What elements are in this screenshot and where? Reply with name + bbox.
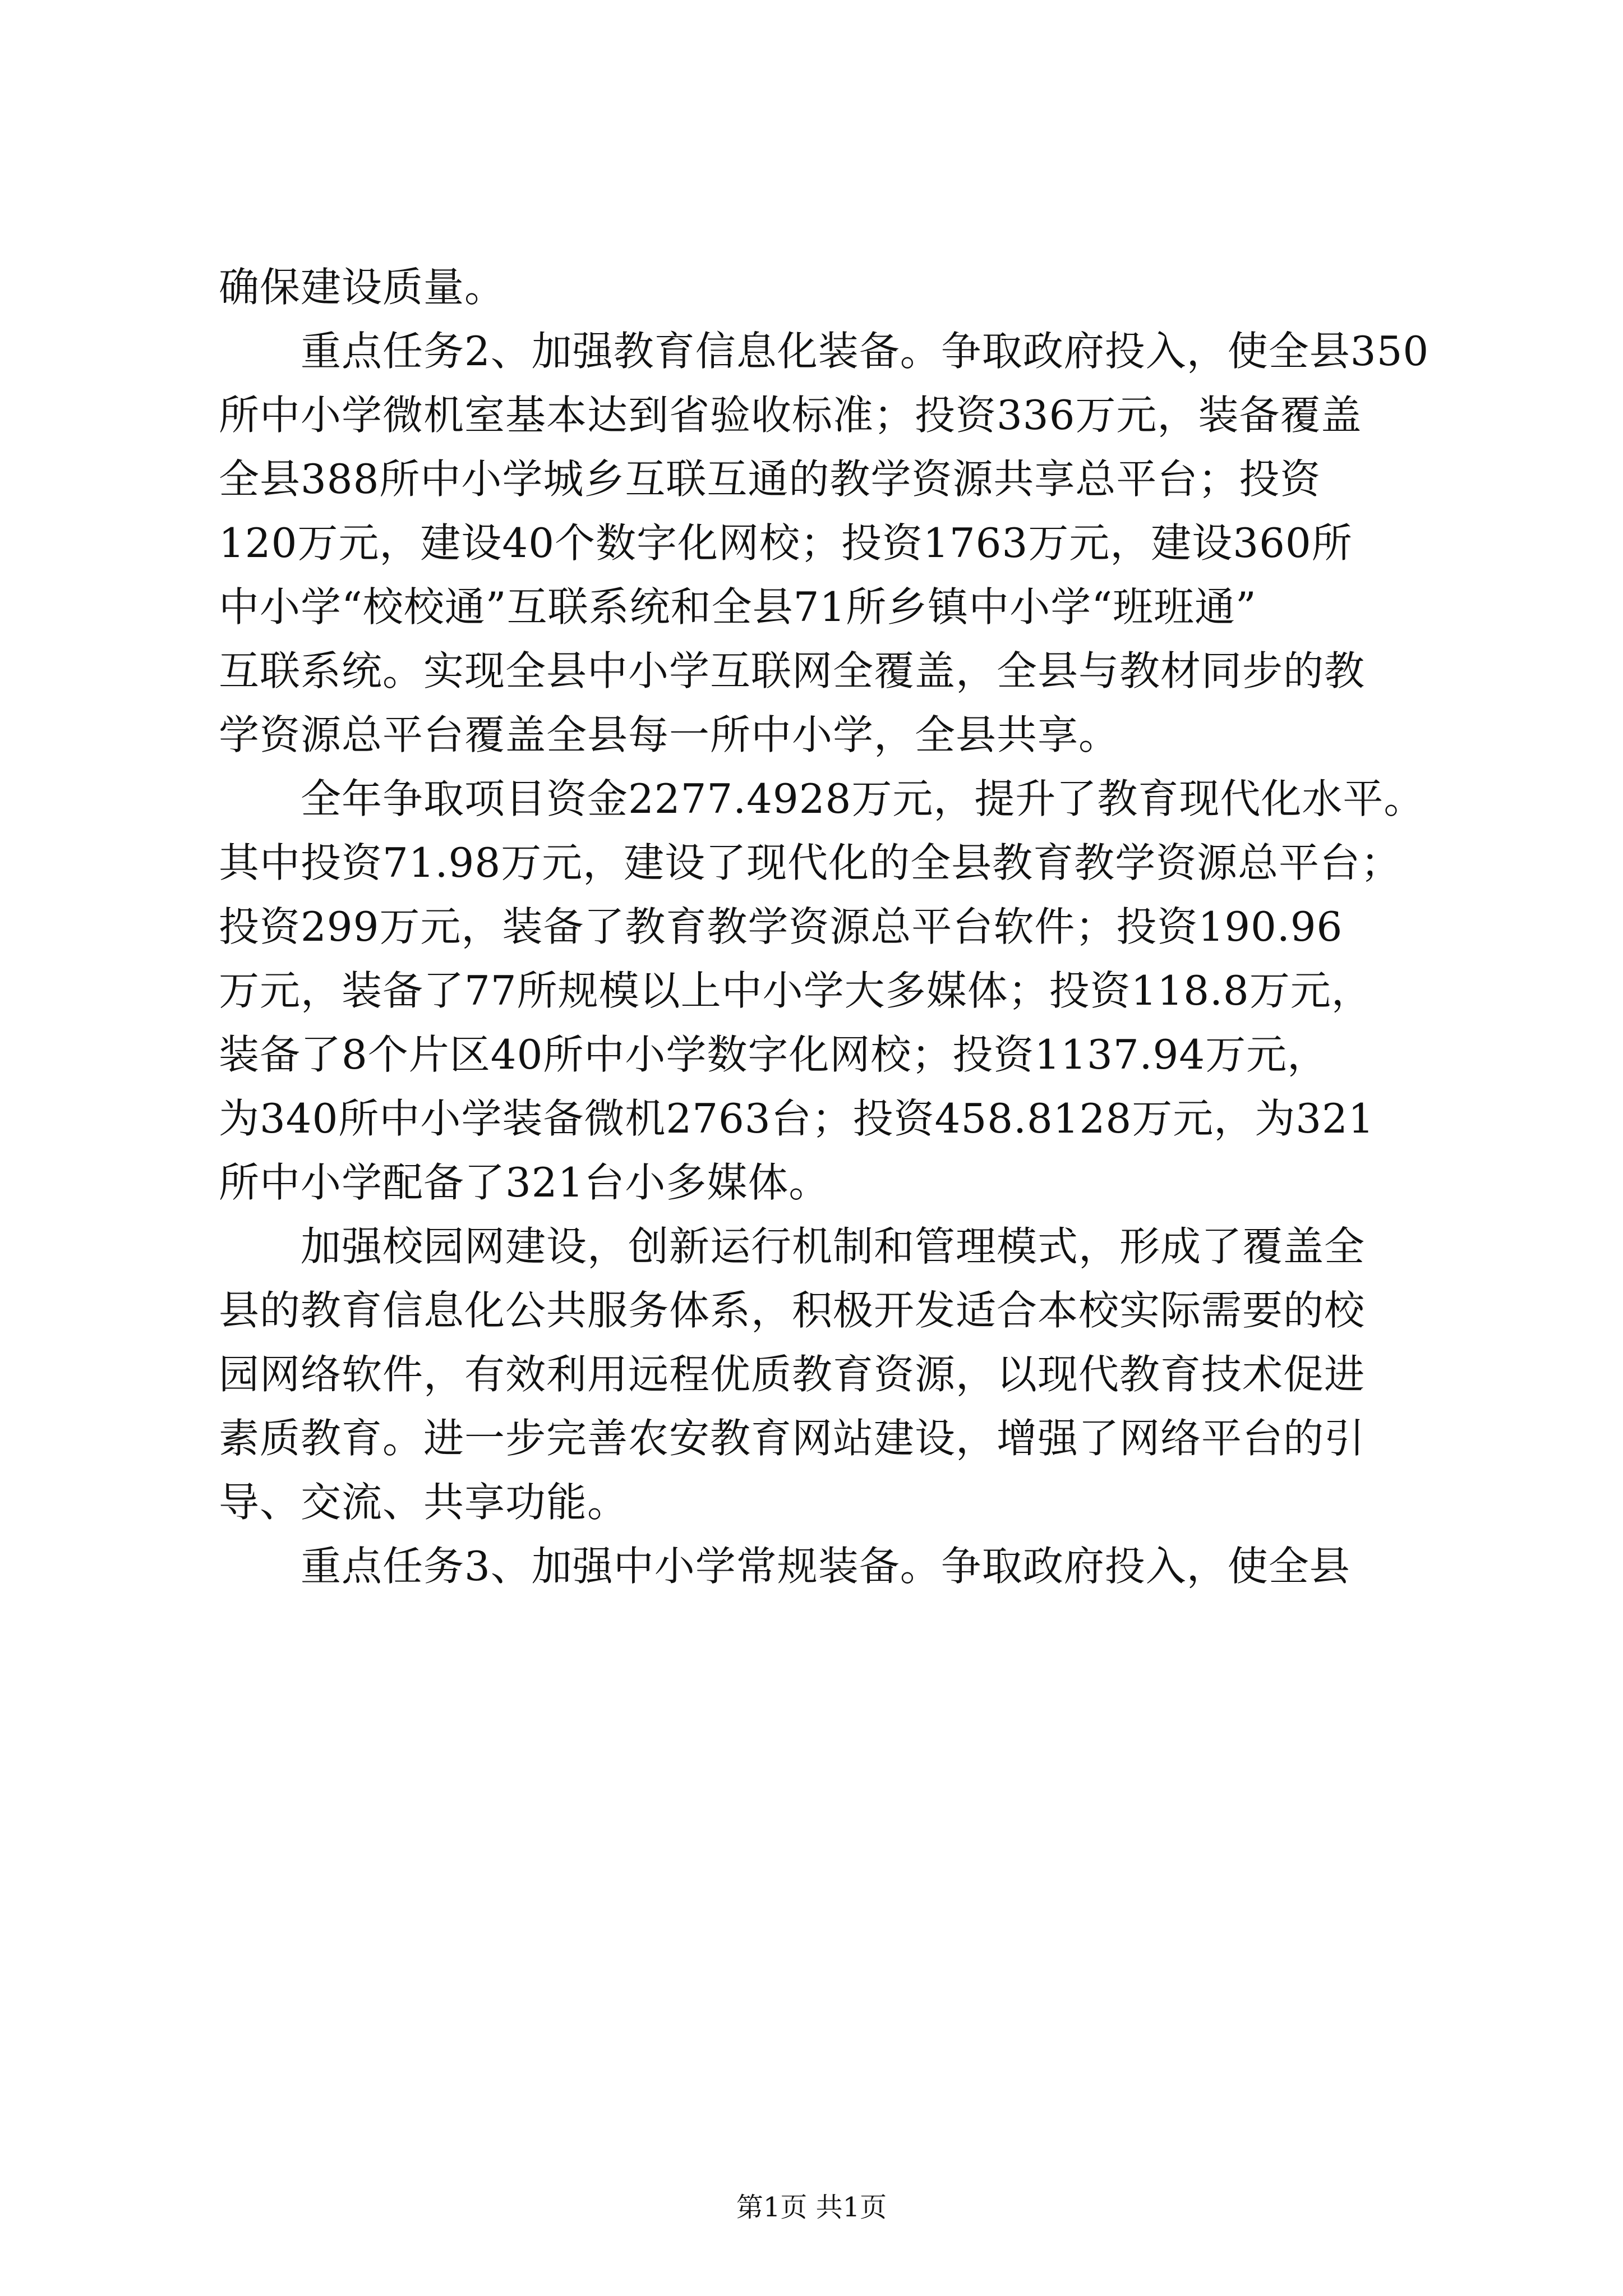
- text-line: 中小学“校校通”互联系统和全县71所乡镇中小学“班班通”: [219, 583, 1257, 631]
- text-line: 学资源总平台覆盖全县每一所中小学，全县共享。: [219, 711, 1120, 758]
- text-line: 所中小学配备了321台小多媒体。: [219, 1159, 830, 1206]
- text-line: 县的教育信息化公共服务体系，积极开发适合本校实际需要的校: [219, 1287, 1366, 1334]
- text-line: 其中投资71.98万元，建设了现代化的全县教育教学资源总平台；: [219, 839, 1402, 886]
- text-line: 确保建设质量。: [219, 264, 506, 311]
- text-line: 全县388所中小学城乡互联互通的教学资源共享总平台；投资: [219, 455, 1321, 503]
- text-line: 互联系统。实现全县中小学互联网全覆盖，全县与教材同步的教: [219, 647, 1366, 694]
- page-number-label: 第1页 共1页: [736, 2192, 887, 2223]
- text-line: 重点任务2、加强教育信息化装备。争取政府投入，使全县350: [219, 328, 1430, 375]
- text-line: 素质教育。进一步完善农安教育网站建设，增强了网络平台的引: [219, 1415, 1366, 1462]
- text-line: 所中小学微机室基本达到省验收标准；投资336万元，装备覆盖: [219, 392, 1362, 439]
- text-line: 园网络软件，有效利用远程优质教育资源，以现代教育技术促进: [219, 1351, 1366, 1398]
- text-line: 万元，装备了77所规模以上中小学大多媒体；投资118.8万元，: [219, 967, 1372, 1014]
- text-line: 投资299万元，装备了教育教学资源总平台软件；投资190.96: [219, 903, 1343, 950]
- text-line: 加强校园网建设，创新运行机制和管理模式，形成了覆盖全: [219, 1223, 1366, 1270]
- text-line: 120万元，建设40个数字化网校；投资1763万元，建设360所: [219, 519, 1353, 567]
- text-line: 为340所中小学装备微机2763台；投资458.8128万元，为321: [219, 1095, 1375, 1142]
- document-body: [219, 255, 1436, 1598]
- text-line: 导、交流、共享功能。: [219, 1479, 629, 1526]
- page-footer: [0, 2191, 1623, 2224]
- text-line: 重点任务3、加强中小学常规装备。争取政府投入，使全县: [219, 1543, 1350, 1590]
- text-line: 装备了8个片区40所中小学数字化网校；投资1137.94万元，: [219, 1031, 1329, 1078]
- text-line: 全年争取项目资金2277.4928万元，提升了教育现代化水平。: [219, 775, 1425, 822]
